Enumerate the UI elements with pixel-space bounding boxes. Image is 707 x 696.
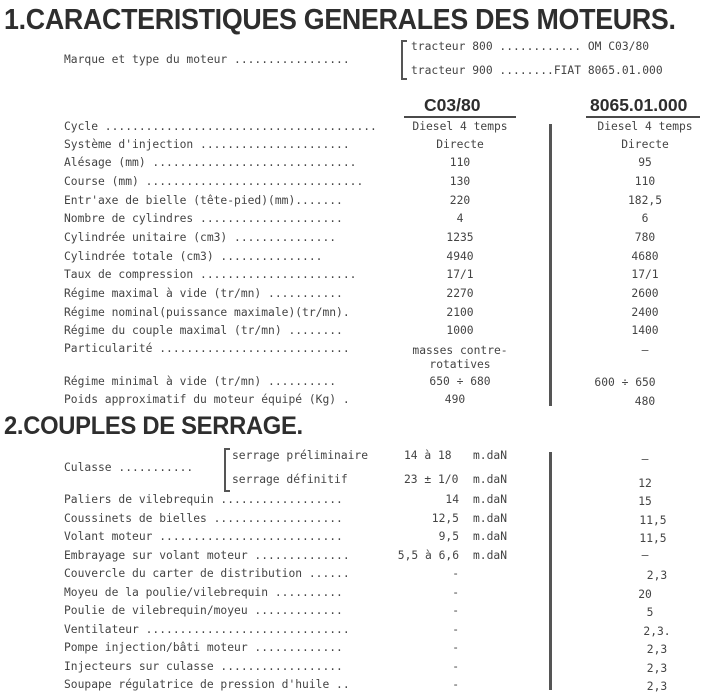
row-value-c0380: 2100: [446, 306, 474, 319]
row-label: Régime maximal à vide (tr/mn) ...........: [64, 287, 343, 300]
torque-value-c0380: -: [452, 623, 459, 636]
row-label: Cycle ........................................: [64, 120, 377, 133]
row-value-8065: 4680: [631, 250, 659, 263]
row-label: Soupape régulatrice de pression d'huile ..: [64, 678, 350, 691]
torque-unit: m.daN: [473, 549, 508, 562]
row-value-8065: 780: [634, 231, 656, 244]
torque-value-8065: 15: [638, 495, 652, 508]
row-label: Coussinets de bielles ...................: [64, 512, 343, 525]
engine-type-900: tracteur 900 ........FIAT 8065.01.000: [411, 64, 663, 77]
torque-value-8065: 2,3: [646, 569, 668, 582]
engine-type-label: Marque et type du moteur .................: [64, 53, 350, 66]
row-label: Régime minimal à vide (tr/mn) ..........: [64, 375, 337, 388]
torque-value-8065: 2,3: [646, 662, 668, 675]
row-label: Volant moteur ...........................: [64, 530, 343, 543]
row-label: Nombre de cylindres .....................: [64, 212, 343, 225]
column-header-c0380: C03/80: [424, 95, 481, 115]
row-label: Entr'axe de bielle (tête-pied)(mm).......: [64, 194, 343, 207]
row-label: Alésage (mm) ..............................: [64, 156, 357, 169]
row-value-8065: 480: [634, 395, 656, 408]
torque-value-8065: 5: [646, 606, 654, 619]
row-value-c0380: 490: [444, 393, 466, 406]
row-label: Couvercle du carter de distribution ......: [64, 567, 350, 580]
row-value-8065: 6: [641, 212, 649, 225]
torque-value-8065: 11,5: [639, 514, 667, 527]
section1-title: 1.CARACTERISTIQUES GENERALES DES MOTEURS.: [4, 4, 676, 36]
culasse-label: Culasse ...........: [64, 461, 194, 474]
torque-unit: m.daN: [473, 512, 508, 525]
torque-value-8065: 2,3.: [643, 625, 671, 638]
row-label: Particularité ............................: [64, 342, 350, 355]
row-value-c0380: 220: [449, 194, 471, 207]
row-value-8065: 600 ÷ 650: [594, 376, 656, 389]
row-value-8065: 2400: [631, 306, 659, 319]
row-label: Taux de compression .......................: [64, 268, 357, 281]
row-value-c0380: 2270: [446, 287, 474, 300]
row-value-c0380: Diesel 4 temps: [412, 120, 508, 133]
row-label: Poids approximatif du moteur équipé (Kg) .: [64, 393, 350, 406]
row-value-8065: Directe: [621, 138, 669, 151]
torque-value-c0380: 5,5 à 6,6: [397, 549, 459, 562]
row-label: Poulie de vilebrequin/moyeu .............: [64, 604, 343, 617]
row-label: Système d'injection ......................: [64, 138, 350, 151]
row-value-8065: 182,5: [627, 194, 662, 207]
row-value-c0380: 650 ÷ 680: [429, 375, 491, 388]
row-label: Cylindrée totale (cm3) ...............: [64, 250, 323, 263]
row-value-c0380: 130: [449, 175, 471, 188]
column-divider-1: [549, 124, 552, 406]
torque-unit: m.daN: [473, 449, 508, 462]
torque-value-8065: —: [641, 549, 649, 562]
row-value-c0380: Directe: [436, 138, 484, 151]
row-value-8065: 17/1: [631, 268, 659, 281]
torque-value-8065: 2,3: [646, 643, 668, 656]
row-label: Paliers de vilebrequin ..................: [64, 493, 343, 506]
row-value-8065: Diesel 4 temps: [597, 120, 693, 133]
column-header-8065: 8065.01.000: [590, 95, 688, 115]
row-value-c0380: 1235: [446, 231, 474, 244]
column-header-8065-underline: [586, 116, 700, 118]
row-label: Ventilateur ..............................: [64, 623, 350, 636]
torque-value-c0380: 14 à 18: [404, 449, 452, 462]
torque-value-8065: 2,3: [646, 680, 668, 693]
row-label: Course (mm) ................................: [64, 175, 364, 188]
torque-value-8065: 12: [638, 477, 652, 490]
row-value-c0380: 17/1: [446, 268, 474, 281]
row-value-c0380: 110: [449, 156, 471, 169]
row-value-c0380: masses contre- rotatives: [412, 344, 508, 371]
row-value-8065: 110: [634, 175, 656, 188]
torque-value-8065: 11,5: [639, 532, 667, 545]
row-label: Régime nominal(puissance maximale)(tr/mn).: [64, 306, 350, 319]
torque-value-8065: 20: [638, 588, 652, 601]
torque-value-c0380: -: [452, 604, 459, 617]
torque-value-c0380: -: [452, 660, 459, 673]
torque-value-c0380: 14: [445, 493, 459, 506]
culasse-bracket: [224, 448, 230, 492]
torque-value-c0380: -: [452, 586, 459, 599]
torque-unit: m.daN: [473, 493, 508, 506]
row-value-c0380: 4: [456, 212, 464, 225]
torque-unit: m.daN: [473, 530, 508, 543]
torque-value-c0380: -: [452, 641, 459, 654]
culasse-sub-label: serrage définitif: [232, 473, 348, 486]
column-divider-2: [549, 452, 552, 690]
torque-value-c0380: -: [452, 678, 459, 691]
row-label: Moyeu de la poulie/vilebrequin ..........: [64, 586, 343, 599]
row-label: Cylindrée unitaire (cm3) ...............: [64, 231, 337, 244]
culasse-sub-label: serrage préliminaire: [232, 449, 369, 462]
column-header-c0380-underline: [404, 116, 516, 118]
row-value-8065: 2600: [631, 287, 659, 300]
torque-value-c0380: 12,5: [431, 512, 459, 525]
torque-value-c0380: 9,5: [438, 530, 459, 543]
torque-value-c0380: 23 ± 1/0: [404, 473, 459, 486]
row-label: Pompe injection/bâti moteur .............: [64, 641, 343, 654]
row-value-8065: 1400: [631, 324, 659, 337]
row-label: Régime du couple maximal (tr/mn) ........: [64, 324, 343, 337]
row-label: Embrayage sur volant moteur ..............: [64, 549, 350, 562]
row-value-8065: 95: [638, 156, 652, 169]
torque-value-8065: —: [641, 453, 649, 466]
section2-title: 2.COUPLES DE SERRAGE.: [4, 412, 303, 440]
torque-unit: m.daN: [473, 473, 508, 486]
row-value-8065: —: [641, 344, 649, 357]
engine-type-bracket: [401, 40, 407, 80]
row-label: Injecteurs sur culasse ..................: [64, 660, 343, 673]
torque-value-c0380: -: [452, 567, 459, 580]
row-value-c0380: 1000: [446, 324, 474, 337]
engine-type-800: tracteur 800 ............ OM C03/80: [411, 40, 650, 53]
row-value-c0380: 4940: [446, 250, 474, 263]
